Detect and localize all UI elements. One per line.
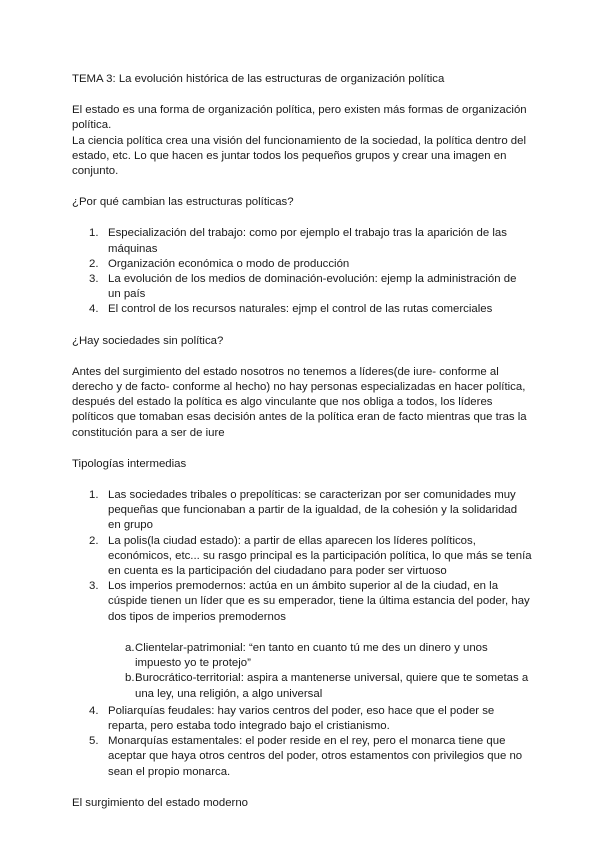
list-item [72,579,532,625]
list-number: 1. [89,227,99,240]
list-item-text: Especialización del trabajo: como por ejemplo el trabajo tras la aparición de las máquinas [108,227,507,255]
section-heading: Tipologías intermedias [72,457,187,470]
list-number: 4. [89,303,99,316]
reasons-list [72,226,532,317]
typologies-list-continued [72,704,532,780]
section-heading: ¿Hay sociedades sin política? [72,334,224,347]
list-item [72,302,532,317]
sub-list-letter: a. [125,641,135,654]
list-item-text: El control de los recursos naturales: ejmp el control de las rutas comerciales [108,303,493,316]
intro-paragraph: La ciencia política crea una visión del funcionamiento de la sociedad, la política dentro del estado, etc. Lo que hacen es juntar todos los pequeños grupos y crear una imagen en conjunto. [72,134,527,178]
list-number: 2. [89,534,99,547]
list-number: 5. [89,735,99,748]
intro-section [72,103,532,179]
list-item [72,272,532,302]
list-item-text: Organización económica o modo de producción [108,257,350,270]
list-item [72,488,532,534]
sub-list-item [72,641,532,671]
list-item [72,734,532,780]
body-paragraph: Antes del surgimiento del estado nosotros no tenemos a líderes(de iure- conforme al derecho y de facto- conforme al hecho) no hay personas especializadas en hacer política, después del estado la política es algo vinculante que nos obliga a todos, los líderes políticos que tomaban esas decisión antes de la política eran de facto mientras que tras la constitución para a ser de iure [72,365,527,439]
sub-list-item-text: Clientelar-patrimonial: “en tanto en cuanto tú me des un dinero y unos impuesto yo te protejo” [135,641,488,670]
list-number: 4. [89,704,99,717]
document-page [72,72,532,827]
list-number: 3. [89,580,99,593]
list-item [72,704,532,734]
sub-list [72,641,532,702]
list-item-text: Las sociedades tribales o prepolíticas: se caracterizan por ser comunidades muy pequeñas que funcionaban a partir de la igualdad, de la cohesión y la solidaridad en grupo [108,489,518,532]
list-item-text: Monarquías estamentales: el poder reside en el rey, pero el monarca tiene que aceptar que haya otros centros del poder, otros estamentos con privilegios que no sean el propio monarca. [108,735,523,778]
list-item-text: Los imperios premodernos: actúa en un ámbito superior al de la ciudad, en la cúspide tienen un líder que es su emperador, tiene la última estancia del poder, hay dos tipos de imperios premodernos [108,580,530,623]
sub-list-item-text: Burocrático-territorial: aspira a mantenerse universal, quiere que te sometas a una ley, una religión, a algo universal [135,672,529,700]
typologies-list [72,488,532,625]
sub-list-letter: b. [125,672,135,685]
list-item-text: Poliarquías feudales: hay varios centros del poder, eso hace que el poder se reparta, pero estaba todo integrado bajo el cristianismo. [108,704,495,732]
document-title: TEMA 3: La evolución histórica de las estructuras de organización política [72,73,445,85]
sub-list-item [72,671,532,701]
list-number: 1. [89,489,99,502]
list-item [72,257,532,272]
list-number: 3. [89,273,99,286]
list-number: 2. [89,257,99,270]
list-item-text: La polis(la ciudad estado): a partir de ellas aparecen los líderes políticos, económicos, etc... su rasgo principal es la participación política, lo que más se tenía en cuenta es la participación del ciudadano para poder ser virtuoso [108,534,532,578]
section-heading: ¿Por qué cambian las estructuras políticas? [72,196,294,209]
section-heading: El surgimiento del estado moderno [72,796,249,809]
intro-paragraph: El estado es una forma de organización política, pero existen más formas de organización política. [72,104,527,132]
list-item [72,226,532,256]
list-item [72,534,532,580]
list-item-text: La evolución de los medios de dominación-evolución: ejemp la administración de un país [108,273,517,301]
